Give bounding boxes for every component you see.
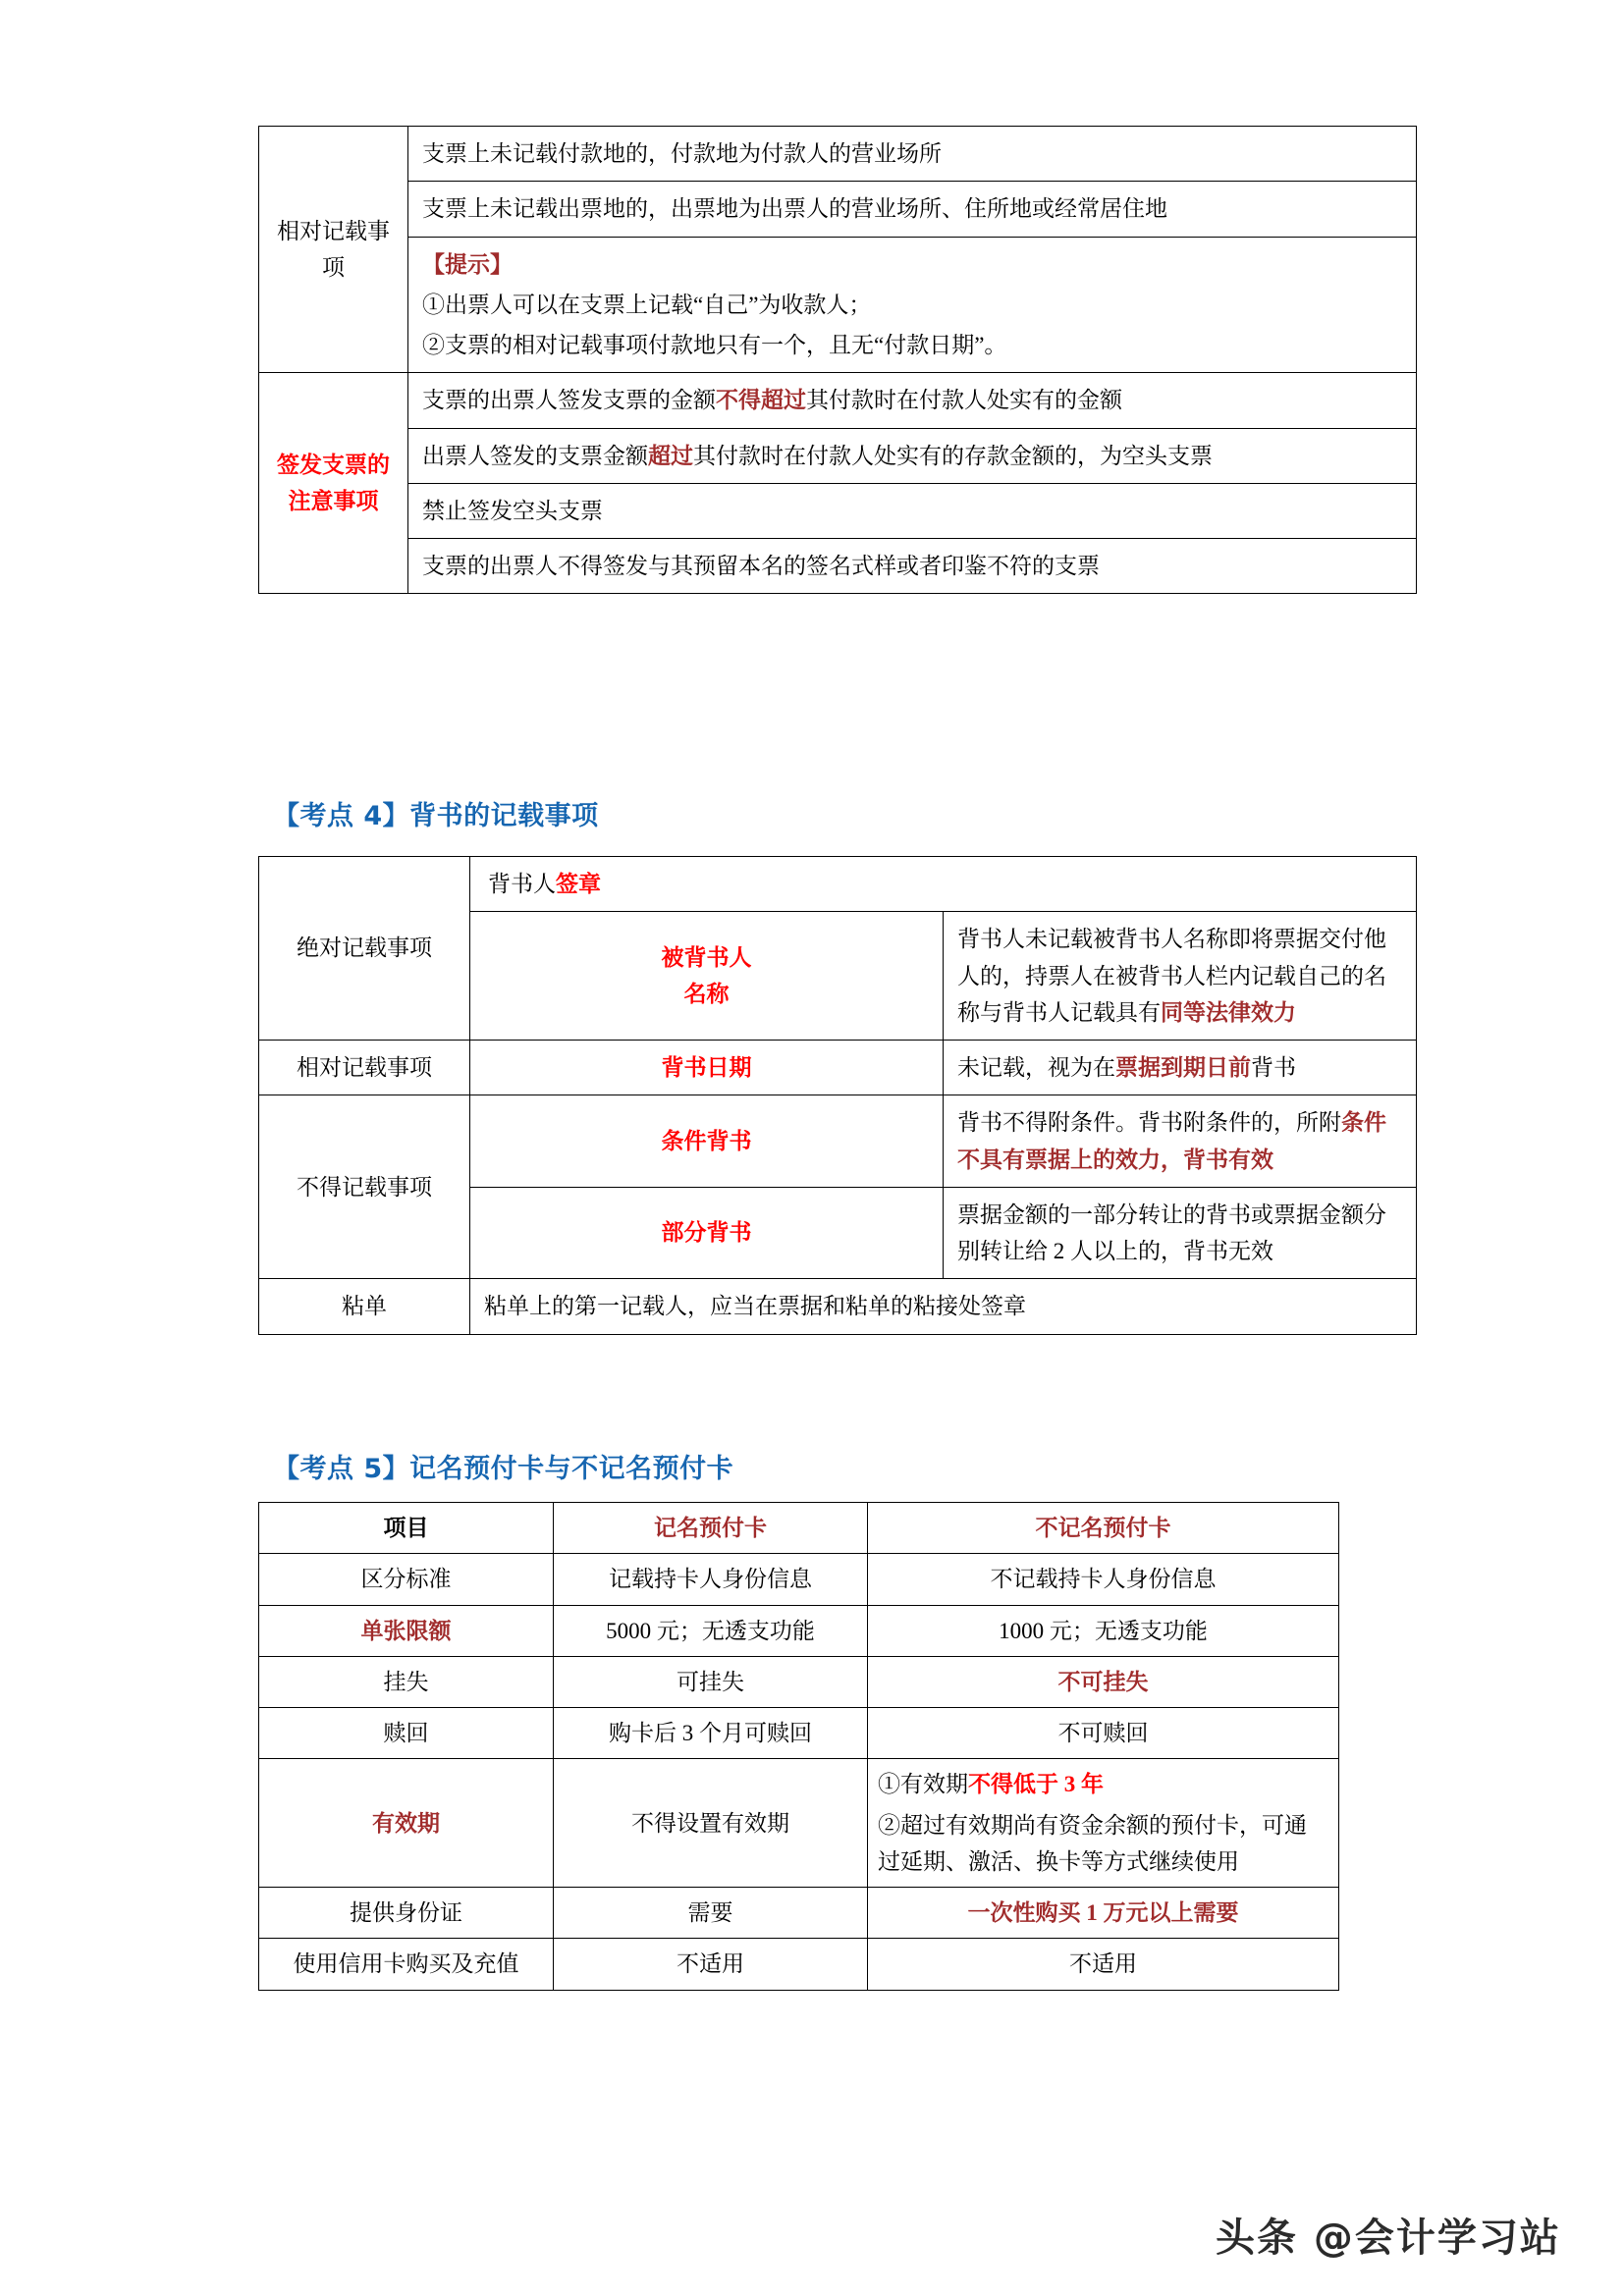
cell-credit-card-purchase-named: 不适用 bbox=[554, 1939, 868, 1990]
table-row bbox=[259, 237, 1417, 373]
endorsee-name-line-1: 被背书人 bbox=[661, 944, 752, 970]
cell-signature-mismatch: 支票的出票人不得签发与其预留本名的签名式样或者印鉴不符的支票 bbox=[408, 539, 1417, 594]
cell-conditional-endorsement-rule bbox=[944, 1095, 1417, 1188]
sub-label-conditional-endorsement: 条件背书 bbox=[470, 1095, 944, 1188]
bad-check-part-1: 出票人签发的支票金额 bbox=[422, 443, 648, 468]
validity-item-1-emphasis: 不得低于 3 年 bbox=[968, 1772, 1104, 1797]
cell-single-limit-unnamed: 1000 元；无透支功能 bbox=[868, 1605, 1339, 1656]
table-row bbox=[259, 1279, 1417, 1334]
cell-allonge-rule: 粘单上的第一记载人，应当在票据和粘单的粘接处签章 bbox=[470, 1279, 1417, 1334]
validity-item-2 bbox=[878, 1807, 1328, 1881]
endorser-seal-part-1: 背书人 bbox=[488, 872, 556, 896]
cell-credit-card-purchase-unnamed: 不适用 bbox=[868, 1939, 1339, 1990]
cell-single-limit-named: 5000 元；无透支功能 bbox=[554, 1605, 868, 1656]
cell-validity-unnamed bbox=[868, 1759, 1339, 1888]
cell-prohibit-bad-check: 禁止签发空头支票 bbox=[408, 483, 1417, 538]
tip-item-1 bbox=[422, 287, 1402, 323]
tip-item-1-text: ①出票人可以在支票上记载“自己”为收款人； bbox=[422, 292, 872, 317]
tip-heading-text: 【提示】 bbox=[422, 251, 513, 277]
cell-endorser-seal bbox=[470, 857, 1417, 912]
conditional-part-1: 背书不得附条件。背书附条件的，所附 bbox=[957, 1110, 1341, 1136]
row-label-loss-report: 挂失 bbox=[259, 1656, 554, 1707]
table-row bbox=[259, 428, 1417, 483]
endorsement-table-wrapper bbox=[258, 856, 1417, 1335]
cell-partial-endorsement-rule: 票据金额的一部分转让的背书或票据金额分别转让给 2 人以上的，背书无效 bbox=[944, 1187, 1417, 1279]
checks-notes-table-wrapper bbox=[258, 126, 1417, 594]
checks-notes-table bbox=[258, 126, 1417, 594]
sub-label-partial-endorsement: 部分背书 bbox=[470, 1187, 944, 1279]
tip-item-2 bbox=[422, 327, 1402, 363]
table-row bbox=[259, 857, 1417, 912]
endorsee-name-line-2: 名称 bbox=[683, 982, 730, 1007]
table-row bbox=[259, 1605, 1339, 1656]
endorsee-rule-emphasis: 同等法律效力 bbox=[1161, 999, 1296, 1025]
group-label-relative-items: 相对记载事项 bbox=[259, 1041, 470, 1095]
row-label-issuing-cautions bbox=[259, 373, 408, 594]
cell-endorsee-name-rule bbox=[944, 912, 1417, 1041]
tip-heading bbox=[422, 246, 1402, 283]
group-label-allonge: 粘单 bbox=[259, 1279, 470, 1334]
cell-tips bbox=[408, 237, 1417, 373]
cell-issue-place: 支票上未记载出票地的，出票地为出票人的营业场所、住所地或经常居住地 bbox=[408, 182, 1417, 237]
cell-criteria-unnamed: 不记载持卡人身份信息 bbox=[868, 1554, 1339, 1605]
cell-amount-limit bbox=[408, 373, 1417, 428]
table-row bbox=[259, 1708, 1339, 1759]
cell-loss-report-named: 可挂失 bbox=[554, 1656, 868, 1707]
endorsement-table bbox=[258, 856, 1417, 1335]
cell-redemption-named: 购卡后 3 个月可赎回 bbox=[554, 1708, 868, 1759]
prepaid-card-table-wrapper bbox=[258, 1502, 1339, 1991]
validity-item-1-part-1: ①有效期 bbox=[878, 1772, 968, 1797]
group-label-absolute-items: 绝对记载事项 bbox=[259, 857, 470, 1041]
row-label-validity: 有效期 bbox=[259, 1759, 554, 1888]
group-label-prohibited-items: 不得记载事项 bbox=[259, 1095, 470, 1279]
table-row bbox=[259, 1095, 1417, 1188]
table-row bbox=[259, 1888, 1339, 1939]
header-named-card: 记名预付卡 bbox=[554, 1503, 868, 1554]
cell-endorsement-date-rule bbox=[944, 1041, 1417, 1095]
row-label-redemption: 赎回 bbox=[259, 1708, 554, 1759]
endorser-seal-emphasis: 签章 bbox=[556, 872, 601, 896]
endorsement-date-part-1: 未记载，视为在 bbox=[957, 1055, 1115, 1080]
table-header-row bbox=[259, 1503, 1339, 1554]
header-unnamed-card: 不记名预付卡 bbox=[868, 1503, 1339, 1554]
section-heading-kaodian-5: 【考点 5】记名预付卡与不记名预付卡 bbox=[273, 1454, 734, 1484]
cell-payment-place: 支票上未记载付款地的，付款地为付款人的营业场所 bbox=[408, 127, 1417, 182]
bad-check-emphasis: 超过 bbox=[648, 443, 693, 468]
cell-bad-check bbox=[408, 428, 1417, 483]
row-label-line-2: 注意事项 bbox=[288, 489, 379, 514]
endorsee-rule-part-1: 背书人未记载被背书人名称即将票据交付他人的，持票人在被背书人栏内记载自己的名称与背书人记载具有 bbox=[957, 927, 1386, 1025]
tip-item-2-text: ②支票的相对记载事项付款地只有一个，且无“付款日期”。 bbox=[422, 333, 1007, 357]
sub-label-endorsee-name bbox=[470, 912, 944, 1041]
cell-validity-named: 不得设置有效期 bbox=[554, 1759, 868, 1888]
amount-limit-emphasis: 不得超过 bbox=[716, 388, 806, 413]
table-row bbox=[259, 1759, 1339, 1888]
prepaid-card-table bbox=[258, 1502, 1339, 1991]
row-label-id-required: 提供身份证 bbox=[259, 1888, 554, 1939]
table-row bbox=[259, 1939, 1339, 1990]
table-row bbox=[259, 1041, 1417, 1095]
cell-redemption-unnamed: 不可赎回 bbox=[868, 1708, 1339, 1759]
row-label-credit-card-purchase: 使用信用卡购买及充值 bbox=[259, 1939, 554, 1990]
row-label-line-1: 签发支票的 bbox=[277, 453, 390, 477]
cell-criteria-named: 记载持卡人身份信息 bbox=[554, 1554, 868, 1605]
header-item: 项目 bbox=[259, 1503, 554, 1554]
endorsement-date-emphasis: 票据到期日前 bbox=[1115, 1055, 1251, 1080]
cell-id-required-unnamed: 一次性购买 1 万元以上需要 bbox=[868, 1888, 1339, 1939]
watermark-attribution: 头条 @会计学习站 bbox=[1216, 2216, 1561, 2261]
section-heading-kaodian-4: 【考点 4】背书的记载事项 bbox=[273, 801, 599, 831]
table-row bbox=[259, 127, 1417, 182]
bad-check-part-2: 其付款时在付款人处实有的存款金额的，为空头支票 bbox=[693, 443, 1213, 468]
validity-item-2-text: ②超过有效期尚有资金余额的预付卡，可通过延期、激活、换卡等方式继续使用 bbox=[878, 1812, 1307, 1874]
table-row bbox=[259, 1554, 1339, 1605]
endorsement-date-part-2: 背书 bbox=[1251, 1055, 1296, 1080]
row-label-criteria: 区分标准 bbox=[259, 1554, 554, 1605]
amount-limit-part-1: 支票的出票人签发支票的金额 bbox=[422, 388, 716, 413]
cell-id-required-named: 需要 bbox=[554, 1888, 868, 1939]
table-row bbox=[259, 373, 1417, 428]
row-label-relative-items: 相对记载事项 bbox=[259, 127, 408, 373]
table-row bbox=[259, 1656, 1339, 1707]
table-row bbox=[259, 539, 1417, 594]
row-label-single-limit: 单张限额 bbox=[259, 1605, 554, 1656]
conditional-emphasis: 条件不具有票据上的效力，背书有效 bbox=[957, 1110, 1386, 1172]
validity-item-1 bbox=[878, 1766, 1328, 1802]
cell-loss-report-unnamed: 不可挂失 bbox=[868, 1656, 1339, 1707]
table-row bbox=[259, 483, 1417, 538]
table-row bbox=[259, 182, 1417, 237]
amount-limit-part-2: 其付款时在付款人处实有的金额 bbox=[806, 388, 1122, 413]
sub-label-endorsement-date: 背书日期 bbox=[470, 1041, 944, 1095]
